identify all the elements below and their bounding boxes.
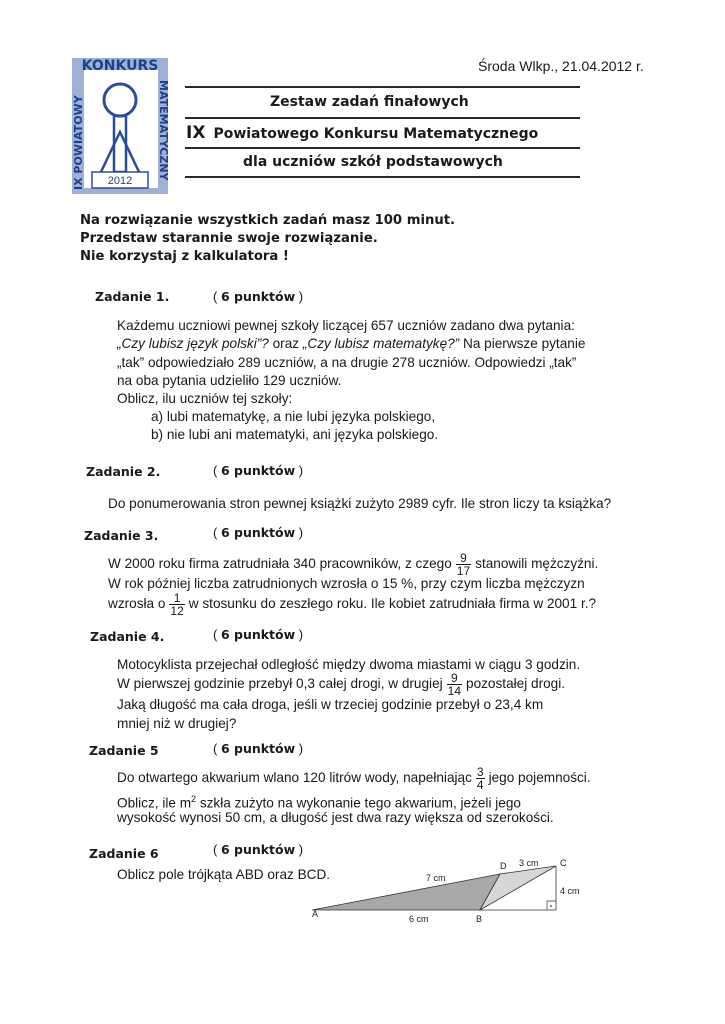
triangle-abd [312, 874, 500, 910]
task-5-points: ( 6 punktów ) [213, 741, 304, 756]
task-4-text-1: Motocyklista przejechał odległość między dwoma miastami w ciągu 3 godzin. [117, 657, 581, 672]
header-rule-bottom [185, 176, 580, 178]
header-rule-3 [185, 147, 580, 149]
length-label-bc: 4 cm [560, 886, 580, 896]
task-4-text-4: mniej niż w drugiej? [117, 716, 237, 731]
task-5-text-1: Do otwartego akwarium wlano 120 litrów wody, napełniając $\frac{3}{4}$ jego pojemności. [117, 765, 591, 792]
question-math: „Czy lubisz matematykę?” [302, 336, 460, 351]
task-1-item-a: a) lubi matematykę, a nie lubi języka polskiego, [151, 409, 436, 424]
header-line-2-text: Powiatowego Konkursu Matematycznego [213, 126, 539, 142]
instruction-line: Na rozwiązanie wszystkich zadań masz 100 minut. [80, 213, 456, 228]
vertex-label-d: D [500, 861, 507, 871]
points-label: 6 punktów [220, 525, 296, 540]
task-4-text-2: W pierwszej godzinie przebył 0,3 całej drogi, w drugiej $\frac{9}{14}$ pozostałej drogi. [117, 671, 566, 698]
task-6-text: Oblicz pole trójkąta ABD oraz BCD. [117, 867, 331, 882]
task-1-text-2: „Czy lubisz język polski”? oraz „Czy lubisz matematykę?” Na pierwsze pytanie [117, 336, 586, 351]
task-3-text-3: wzrosła o $\frac{1}{12}$ w stosunku do zeszłego roku. Ile kobiet zatrudniała firma w 2001 r.? [108, 591, 597, 618]
instruction-line: Przedstaw starannie swoje rozwiązanie. [80, 231, 378, 246]
task-2-points: ( 6 punktów ) [213, 463, 304, 478]
contest-logo [70, 56, 170, 196]
fraction-1-12: $\frac{1}{12}$ [170, 591, 184, 618]
task-1-title: Zadanie 1. [95, 289, 170, 304]
task-1-text-1: Każdemu uczniowi pewnej szkoły liczącej 657 uczniów zadano dwa pytania: [117, 318, 575, 333]
task-2-title: Zadanie 2. [86, 464, 161, 479]
task-1-points: ( 6 punktów ) [213, 289, 304, 304]
fraction-9-17: $\frac{9}{17}$ [456, 551, 471, 578]
points-label: 6 punktów [220, 627, 296, 642]
question-polish: „Czy lubisz język polski”? [117, 336, 269, 351]
task-3-text-1: W 2000 roku firma zatrudniała 340 pracowników, z czego $\frac{9}{17}$ stanowili mężczyźni. [108, 551, 599, 578]
length-label-ab: 6 cm [409, 914, 429, 924]
task-1-item-b: b) nie lubi ani matematyki, ani języka polskiego. [151, 427, 439, 442]
triangle-figure [300, 850, 590, 930]
instruction-line: Nie korzystaj z kalkulatora ! [80, 249, 289, 264]
task-1-text-4: na oba pytania udzieliło 129 uczniów. [117, 373, 342, 388]
logo-year: 2012 [107, 175, 133, 187]
header-line-2 [186, 123, 538, 143]
vertex-label-a: A [312, 909, 319, 919]
vertex-label-c: C [560, 858, 567, 868]
task-5-title: Zadanie 5 [89, 743, 159, 758]
task-4-text-3: Jaką długość ma cała droga, jeśli w trzeciej godzinie przebył o 23,4 km [117, 697, 544, 712]
task-4-points: ( 6 punktów ) [213, 627, 304, 642]
fraction-3-4: $\frac{3}{4}$ [476, 765, 484, 792]
task-5-text-3: wysokość wynosi 50 cm, a długość jest dwa razy większa od szerokości. [117, 810, 554, 825]
points-label: 6 punktów [220, 289, 296, 304]
task-3-title: Zadanie 3. [84, 528, 159, 543]
length-label-ad: 7 cm [426, 873, 446, 883]
fraction-9-14: $\frac{9}{14}$ [447, 671, 462, 698]
task-1-text-3: „tak” odpowiedziało 289 uczniów, a na drugie 278 uczniów. Odpowiedzi „tak” [117, 355, 577, 370]
header-line-3: dla uczniów szkół podstawowych [243, 154, 503, 170]
task-1-text-5: Oblicz, ilu uczniów tej szkoły: [117, 391, 293, 406]
task-6-points: ( 6 punktów ) [213, 842, 304, 857]
logo-right-text: MATEMATYCZNY [157, 80, 170, 181]
logo-konkurs-text: KONKURS [81, 58, 159, 74]
length-label-dc: 3 cm [519, 858, 539, 868]
right-angle-dot [550, 905, 552, 907]
header-rule-2 [185, 117, 580, 119]
instructions [80, 212, 455, 266]
header-roman-number: IX [186, 123, 206, 143]
logo-left-text: IX POWIATOWY [72, 95, 85, 190]
task-3-text-2: W rok później liczba zatrudnionych wzrosła o 15 %, przy czym liczba mężczyzn [108, 576, 585, 591]
header-rule-top [185, 86, 580, 88]
task-3-points: ( 6 punktów ) [213, 525, 304, 540]
task-5-text-2: Oblicz, ile $m^2$ szkła zużyto na wykonanie tego akwarium, jeżeli jego [117, 794, 521, 811]
points-label: 6 punktów [220, 741, 296, 756]
date-line: Środa Wlkp., 21.04.2012 r. [478, 58, 644, 74]
points-label: 6 punktów [220, 842, 296, 857]
task-6-title: Zadanie 6 [89, 846, 159, 861]
task-2-text: Do ponumerowania stron pewnej książki zużyto 2989 cyfr. Ile stron liczy ta książka? [108, 496, 612, 511]
points-label: 6 punktów [220, 463, 296, 478]
vertex-label-b: B [476, 914, 483, 924]
task-4-title: Zadanie 4. [90, 629, 165, 644]
header-line-1: Zestaw zadań finałowych [270, 94, 469, 110]
